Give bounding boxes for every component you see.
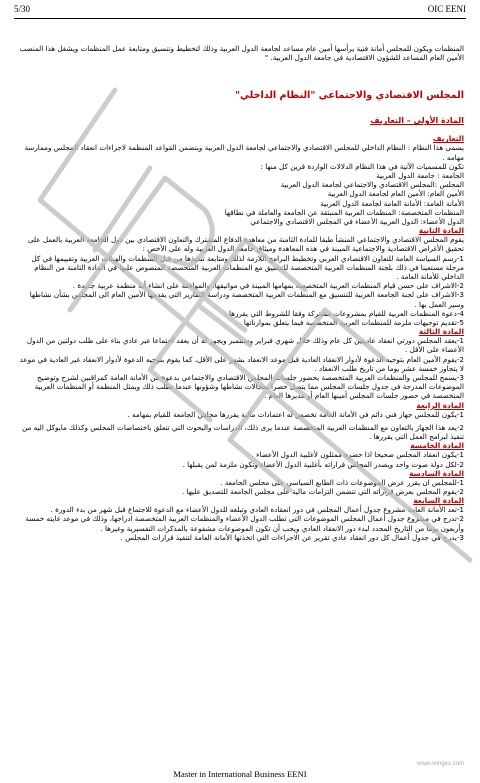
definitions-line: تكون للمسميات الآتية في هذا النظام الدلالات الواردة قرين كل منها :: [260, 161, 464, 171]
article-2-title: المادة الثانية: [418, 226, 464, 236]
definitions-line: يسمى هذا النظام : النظام الداخلي للمجلس الاقتصادي والاجتماعي لجامعة الدول العربية ويتضمن القواعد المنظمة لاجراءات انعقاد المجلس وممارسة مهامه .: [24, 143, 464, 162]
article-5-clause: 1-يكون انعقاد المجلس صحيحا اذا حضره ممثلون لأغلبية الدول الأعضاء .: [251, 450, 464, 460]
page-header: [14, 4, 466, 16]
article-2-clause: 5-تقديم توجيهات ملزمة للمنظمات العربية المتخصصة فيما يتعلق بموازناتها .: [239, 318, 464, 328]
article-6-clause: 1-للمجلس ان يقرر عرض الموضوعات ذات الطابع السياسي على مجلس الجامعة .: [220, 477, 464, 487]
article-5-clause: 2-لكل دولة صوت واحد ويصدر المجلس قراراته بأغلبية الدول الأعضاء وتكون ملزمة لمن يقبلها .: [182, 459, 464, 469]
footer-url: www.reingex.com: [416, 761, 464, 767]
article-2-clause: 2-الاشراف على حسن قيام المنظمات العربية المتخصصة بمهامها المبينة في مواثيقها، والموافقة على انشاء أية منظمة عربية جديدة .: [72, 281, 464, 291]
definitions-line: الأمانة العامة: الأمانة العامة لجامعة الدول العربية: [320, 198, 464, 208]
article-3-title: المادة الثالثة: [418, 327, 464, 337]
page-footer: Master in International Business EENI: [173, 769, 307, 779]
article-7-clause: 3-يدرج في جدول أعمال كل دور انعقاد عادي تقرير عن الاجراءات التي اتخذتها الأمانة العامة لتنفيذ قرارات المجلس .: [120, 532, 464, 542]
article-7-title: المادة السابعة: [413, 496, 464, 506]
definitions-label: التعاريف: [432, 134, 464, 144]
article-3-clause: 2-يقوم الأمين العام بتوجيه الدعوة لأدوار الانعقاد العادية قبل موعد الانعقاد بشهر على الأقل، كما يقوم بتوجيه الدعوة لأدوار الانعقاد غير العادية في موعد لا يتجاوز خمسة عشر يوما من تاريخ طلب الانعقاد .: [19, 354, 464, 373]
article-4-clause: 2-يعد هذا الجهاز بالتعاون مع المنظمات العربية المتخصصة عندما يرى ذلك، الدراسات والبحوث التي تتعلق باختصاصات المجلس وكذلك مايوكل اليه من تنفيذ لبرامج العمل التي يقررها .: [22, 422, 464, 442]
article-2-clause: يقوم المجلس الاقتصادي والاجتماعي المنشأ طبقا للمادة الثامنة من معاهدة الدفاع المشترك والتعاون الاقتصادي بين دول الجامعة العربية بالعمل على تحقيق الأغراض الاقتصادية والاجتماعية المبينة في هذه المعاهدة وميثاق جامعة الدول العربية وله على الأخص :: [27, 235, 464, 254]
article-4-title: المادة الرابعة: [416, 400, 464, 410]
definitions-line: الجامعة : جامعة الدول العربية: [376, 171, 464, 181]
article-6-title: المادة السادسة: [409, 468, 464, 478]
definitions-line: الأمين العام: الأمين العام لجامعة الدول العربية: [327, 189, 464, 199]
definitions-line: المجلس :المجلس الاقتصادي والاجتماعي لجامعة الدول العربية: [280, 180, 464, 190]
document-body: [16, 44, 464, 542]
article-4-clause: 1-يكون للمجلس جهاز فني دائم في الأمانة العامة تخصص له اعتمادات مالية يقررها مجلس الجامعة للقيام بمهامه .: [127, 409, 464, 419]
article-3-clause: 3-يسمح للمجلس والمنظمات العربية المتخصصة بحضور جلسات المجلس الاقتصادي والاجتماعي بدعوة من الأمانة العامة كمراقبين لشرح وتوضيح الموضوعات المدرجة في جدول جلسات المجلس مما يتصل حصرا بمجالات نشاطها وشؤونها عندما تطلب ذلك ويمثل المنظمة أو المنظمات العربية المتخصصة في حضور جلسات المجلس أمينها العام أو مديرها العام .: [34, 373, 464, 401]
article-3-clause: 1-يعقد المجلس دورتي انعقاد عاديتين كل عام وذلك خلال شهري فبراير وسبتمبر ويجوز له أن يعقد اجتماعا غير عادي بناء على طلب دولتين من الدول الأعضاء على الأقل .: [26, 336, 464, 355]
article-6-clause: 2-يقوم المجلس بعرض قراراته التي تتضمن التزامات مالية على مجلس الجامعة للتصديق عليها .: [181, 486, 464, 496]
header-title: OIC EENI: [427, 4, 466, 14]
article-2-clause: 1-رسم السياسة العامة للتعاون الاقتصادي العربي وتخطيط البرامج اللازمة لذلك ومتابعة تنفيذها من قبل المنظمات والهيئات العربية وتقييمها في كل مرحلة مستعينا في ذلك بلجنة المنظمات العربية المتخصصة للتنسيق مع المنظمات العربية المتخصصة المنصوص عليها في المادة الثامنة من النظام الداخلي للأمانة العامة .: [31, 253, 464, 282]
definitions-line: المنظمات المتخصصة: المنظمات العربية المنبثقة عن الجامعة والعاملة في نطاقها: [224, 207, 464, 217]
header-divider: [14, 18, 466, 19]
article-2-clause: 3-الاشراف على لجنة الجامعة العربية للتنسيق مع المنظمات العربية المتخصصة ودراسة التقارير التي يقدمها الأمين العام الى المجلس بشأن نشاطها وسير العمل بها .: [29, 290, 464, 309]
main-title: المجلس الاقتصادي والاجتماعي "النظام الداخلي": [234, 90, 464, 102]
page-number: 5/30: [14, 4, 31, 14]
intro-paragraph: المنظمات ويكون للمجلس أمانة فنية يرأسها أمين عام مساعد لجامعة الدول العربية وذلك لتخطيط وتنسيق ومتابعة عمل المنظمات ويشغل هذا المنصب الأمين العام المساعد للشؤون الاقتصادية في جامعة الدول العربية. ": [19, 44, 464, 63]
article-1-title: المادة الأولى – التعاريف: [370, 116, 464, 126]
definitions-line: الدول الأعضاء: الدول العربية الأعضاء في المجلس الاقتصادي والاجتماعي: [250, 217, 464, 227]
article-7-clause: 1-تعد الأمانة العامة مشروع جدول أعمال المجلس في دور انعقاده العادي وتبلغه للدول الأعضاء مع الدعوة للاجتماع قبل شهر من بدء الدورة .: [50, 505, 464, 515]
article-2-clause: 4-دعوة المنظمات العربية للقيام بمشروعات مشتركة وفقا للشروط التي يقررها .: [224, 308, 464, 318]
article-5-title: المادة الخامسة: [410, 441, 464, 451]
article-7-clause: 2-تدرج في مشروع جدول أعمال المجلس الموضوعات التي تطلب الدول الأعضاء والمنظمات العربية المتخصصة ادراجها، وذلك في موعد غايته خمسة وأربعون يوما من التاريخ المحدد لبدء دور الانعقاد العادي ويجب أن تكون الموضوعات مشفوعة بالمذكرات التفسيرية وغيرها .: [25, 514, 464, 533]
